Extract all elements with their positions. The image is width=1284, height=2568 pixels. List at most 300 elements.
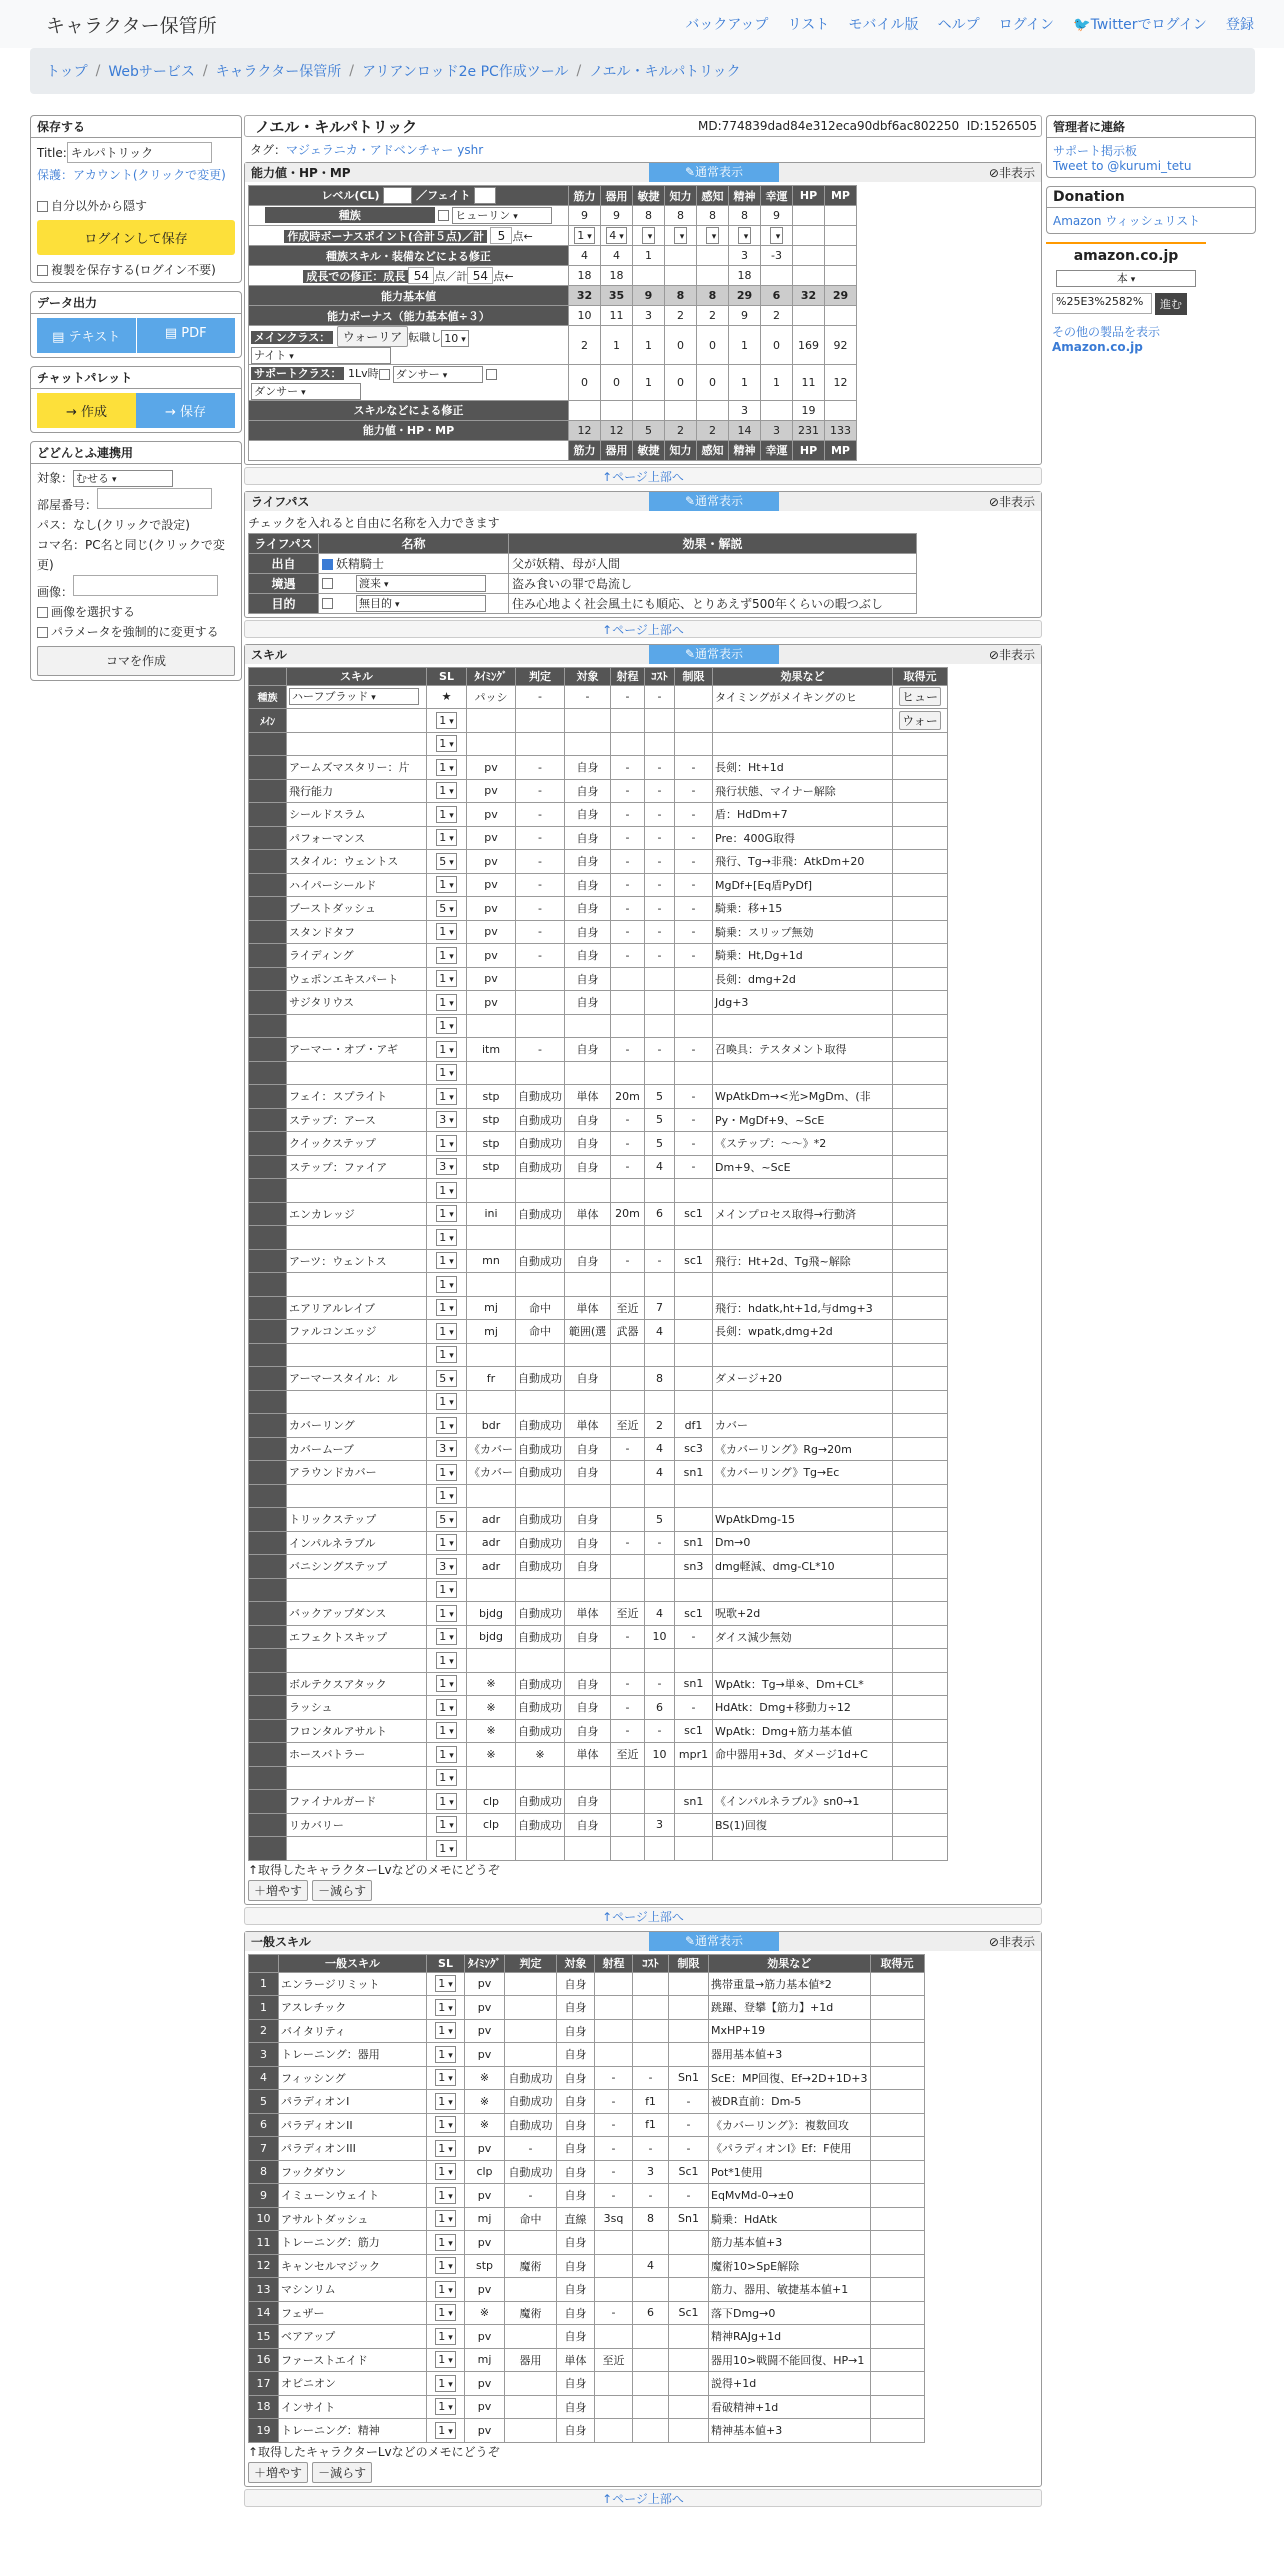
skill-effect[interactable]: [713, 1014, 893, 1038]
skill-cell[interactable]: ini: [467, 1202, 516, 1226]
skill-effect[interactable]: MgDf+[Eq盾PyDf]: [713, 873, 893, 897]
skill-name[interactable]: エフェクトスキップ: [289, 1630, 388, 1644]
skill-cell[interactable]: 自身: [565, 1696, 611, 1720]
skill-cell[interactable]: -: [516, 803, 565, 827]
general-effect[interactable]: MxHP+19: [709, 2019, 871, 2043]
skill-cell[interactable]: 自身: [565, 803, 611, 827]
skill-cell[interactable]: -: [516, 897, 565, 921]
skill-effect[interactable]: 呪歌+2d: [713, 1602, 893, 1626]
amazon-more-link[interactable]: その他の製品を表示: [1052, 325, 1161, 339]
skill-level-select[interactable]: 1 ▾: [436, 994, 457, 1011]
skill-name[interactable]: ブーストダッシュ: [289, 902, 376, 916]
general-source[interactable]: [870, 2301, 924, 2325]
skill-cell[interactable]: -: [611, 1108, 645, 1132]
growth-a[interactable]: 54: [408, 267, 434, 284]
skill-cell[interactable]: [516, 1343, 565, 1367]
skill-cell[interactable]: 単体: [565, 1085, 611, 1109]
skill-name[interactable]: トリックステップ: [289, 1513, 377, 1527]
skill-cell[interactable]: [645, 1226, 675, 1250]
general-level-select[interactable]: 1 ▾: [435, 2140, 456, 2157]
general-cell[interactable]: -: [595, 2301, 633, 2325]
skill-cell[interactable]: 5: [645, 1085, 675, 1109]
skill-source[interactable]: [893, 1367, 948, 1391]
general-cell[interactable]: -: [669, 2090, 709, 2114]
skill-name[interactable]: スタイル：ウェントス: [289, 855, 399, 869]
skill-cell[interactable]: 範囲(選: [565, 1320, 611, 1344]
general-cell[interactable]: mj: [465, 2207, 505, 2231]
skill-cell[interactable]: ※: [516, 1743, 565, 1767]
skill-cell[interactable]: [645, 1343, 675, 1367]
skill-cell[interactable]: -: [611, 897, 645, 921]
skill-effect[interactable]: Py・MgDf+9、~ScE: [713, 1108, 893, 1132]
general-cell[interactable]: -: [669, 2137, 709, 2161]
general-cell[interactable]: 自身: [557, 2301, 595, 2325]
dup-checkbox[interactable]: [37, 265, 48, 276]
skill-cell[interactable]: -: [611, 920, 645, 944]
skill-cell[interactable]: -: [675, 1625, 713, 1649]
skill-level-select[interactable]: 1 ▾: [436, 876, 457, 893]
general-cell[interactable]: [669, 2325, 709, 2349]
skill-cell[interactable]: 自動成功: [516, 1602, 565, 1626]
general-cell[interactable]: -: [505, 2137, 557, 2161]
general-level-select[interactable]: 1 ▾: [435, 2375, 456, 2392]
skill-cell[interactable]: [611, 1273, 645, 1297]
skill-cell[interactable]: 2: [645, 1414, 675, 1438]
skill-cell[interactable]: sc1: [675, 1719, 713, 1743]
general-cell[interactable]: [505, 2372, 557, 2396]
general-source[interactable]: [870, 2207, 924, 2231]
skill-cell[interactable]: 自動成功: [516, 1625, 565, 1649]
skill-level-select[interactable]: 1 ▾: [436, 1017, 457, 1034]
skill-source[interactable]: [893, 1108, 948, 1132]
skill-cell[interactable]: mj: [467, 1320, 516, 1344]
general-effect[interactable]: Pot*1使用: [709, 2160, 871, 2184]
general-cell[interactable]: [505, 1972, 557, 1996]
skill-source[interactable]: [893, 1578, 948, 1602]
skill-source[interactable]: [893, 1790, 948, 1814]
general-cell[interactable]: [595, 2231, 633, 2255]
skill-cell[interactable]: [675, 1837, 713, 1861]
skill-source[interactable]: [893, 850, 948, 874]
general-level-select[interactable]: 1 ▾: [435, 2187, 456, 2204]
general-skill-name[interactable]: フックダウン: [279, 2160, 427, 2184]
skill-cell[interactable]: [645, 709, 675, 733]
skill-cell[interactable]: pv: [467, 826, 516, 850]
skill-cell[interactable]: sn1: [675, 1672, 713, 1696]
pdf-output-button[interactable]: ▤ PDF: [137, 318, 236, 353]
skill-name[interactable]: バックアップダンス: [289, 1607, 387, 1621]
general-cell[interactable]: pv: [465, 2137, 505, 2161]
skill-cell[interactable]: 至近: [611, 1296, 645, 1320]
skill-cell[interactable]: -: [675, 756, 713, 780]
skill-cell[interactable]: adr: [467, 1508, 516, 1532]
skill-level-select[interactable]: 1 ▾: [436, 923, 457, 940]
general-cell[interactable]: [595, 1972, 633, 1996]
skill-cell[interactable]: 自身: [565, 1249, 611, 1273]
lifepath-checkbox[interactable]: [322, 559, 333, 570]
general-level-select[interactable]: 1 ▾: [435, 2328, 456, 2345]
skill-cell[interactable]: [467, 1061, 516, 1085]
lifepath-mode-button[interactable]: ✎通常表示: [649, 492, 779, 511]
general-effect[interactable]: 《カバーリング》：複数回攻: [709, 2113, 871, 2137]
skill-cell[interactable]: [467, 1484, 516, 1508]
skill-cell[interactable]: -: [675, 920, 713, 944]
general-skill-name[interactable]: トレーニング：筋力: [279, 2231, 427, 2255]
skill-cell[interactable]: [516, 1390, 565, 1414]
skill-cell[interactable]: pv: [467, 850, 516, 874]
general-cell[interactable]: [633, 2348, 669, 2372]
skill-cell[interactable]: [645, 1061, 675, 1085]
skill-cell[interactable]: fr: [467, 1367, 516, 1391]
general-hide-button[interactable]: ⊘非表示: [988, 1934, 1035, 1949]
skill-cell[interactable]: [611, 1766, 645, 1790]
skill-effect[interactable]: Jdg+3: [713, 991, 893, 1015]
skill-cell[interactable]: [611, 1179, 645, 1203]
general-cell[interactable]: 自動成功: [505, 2090, 557, 2114]
skill-source[interactable]: [893, 1766, 948, 1790]
skill-cell[interactable]: [611, 991, 645, 1015]
skill-cell[interactable]: [565, 1390, 611, 1414]
general-cell[interactable]: [595, 1996, 633, 2020]
skill-level-select[interactable]: 1 ▾: [436, 1487, 457, 1504]
bonus-select[interactable]: 4 ▾: [606, 227, 627, 244]
skill-level-select[interactable]: 1 ▾: [436, 1793, 457, 1810]
skill-cell[interactable]: -: [611, 756, 645, 780]
skill-cell[interactable]: [675, 732, 713, 756]
skill-effect[interactable]: WpAtk：Dmg+筋力基本値: [713, 1719, 893, 1743]
general-cell[interactable]: [669, 2395, 709, 2419]
general-cell[interactable]: -: [505, 2184, 557, 2208]
skill-cell[interactable]: 自身: [565, 1108, 611, 1132]
skill-name[interactable]: アラウンドカバー: [289, 1466, 377, 1480]
general-cell[interactable]: [633, 1972, 669, 1996]
skill-cell[interactable]: [675, 1014, 713, 1038]
skill-source[interactable]: [893, 803, 948, 827]
general-source[interactable]: [870, 2137, 924, 2161]
skill-cell[interactable]: [565, 1649, 611, 1673]
skill-cell[interactable]: sn1: [675, 1531, 713, 1555]
general-cell[interactable]: 自身: [557, 2254, 595, 2278]
skill-cell[interactable]: -: [645, 756, 675, 780]
skill-cell[interactable]: -: [611, 873, 645, 897]
skill-source[interactable]: [893, 1202, 948, 1226]
general-cell[interactable]: -: [595, 2113, 633, 2137]
skill-source[interactable]: [893, 1014, 948, 1038]
skill-cell[interactable]: 20m: [611, 1202, 645, 1226]
general-cell[interactable]: [633, 2019, 669, 2043]
general-cell[interactable]: mj: [465, 2348, 505, 2372]
skill-cell[interactable]: [675, 1343, 713, 1367]
general-cell[interactable]: 至近: [595, 2348, 633, 2372]
general-level-select[interactable]: 1 ▾: [435, 2116, 456, 2133]
lifepath-checkbox[interactable]: [322, 598, 333, 609]
general-cell[interactable]: 自身: [557, 2113, 595, 2137]
skill-cell[interactable]: -: [516, 873, 565, 897]
skill-cell[interactable]: 自動成功: [516, 1108, 565, 1132]
skill-name[interactable]: エンカレッジ: [289, 1207, 355, 1221]
general-cell[interactable]: 自身: [557, 1996, 595, 2020]
skill-cell[interactable]: -: [611, 1155, 645, 1179]
general-level-select[interactable]: 1 ▾: [435, 2398, 456, 2415]
general-cell[interactable]: [595, 2372, 633, 2396]
skill-cell[interactable]: [516, 1837, 565, 1861]
general-cell[interactable]: 命中: [505, 2207, 557, 2231]
skill-source[interactable]: [893, 967, 948, 991]
sub-class-b[interactable]: ダンサー ▾: [251, 383, 361, 400]
skill-cell[interactable]: 《カバー: [467, 1437, 516, 1461]
skill-name-select[interactable]: ハーフブラッド ▾: [289, 688, 419, 705]
nav-register[interactable]: 登録: [1226, 17, 1254, 33]
skill-effect[interactable]: [713, 1484, 893, 1508]
skill-cell[interactable]: [565, 1766, 611, 1790]
skill-level-select[interactable]: 1 ▾: [436, 1534, 457, 1551]
skill-cell[interactable]: 自動成功: [516, 1672, 565, 1696]
skill-cell[interactable]: -: [675, 826, 713, 850]
skill-cell[interactable]: -: [611, 1696, 645, 1720]
skill-cell[interactable]: -: [611, 1719, 645, 1743]
skill-cell[interactable]: [516, 1061, 565, 1085]
skill-effect[interactable]: 盾：HdDm+7: [713, 803, 893, 827]
general-cell[interactable]: [595, 2043, 633, 2067]
general-cell[interactable]: 自身: [557, 2019, 595, 2043]
general-cell[interactable]: [633, 1996, 669, 2020]
general-source[interactable]: [870, 2254, 924, 2278]
skill-source[interactable]: [893, 1343, 948, 1367]
skill-cell[interactable]: sc1: [675, 1602, 713, 1626]
skill-name[interactable]: ステップ：ファイア: [289, 1160, 388, 1174]
general-effect[interactable]: 筋力、器用、敏捷基本値+1: [709, 2278, 871, 2302]
nav-twitter-login[interactable]: 🐦Twitterでログイン: [1073, 17, 1207, 33]
skill-cell[interactable]: sn1: [675, 1790, 713, 1814]
skill-name[interactable]: フロンタルアサルト: [289, 1724, 388, 1738]
general-cell[interactable]: -: [669, 2184, 709, 2208]
skill-level-select[interactable]: 1 ▾: [436, 1628, 457, 1645]
skill-cell[interactable]: -: [611, 826, 645, 850]
skill-level-select[interactable]: 1 ▾: [436, 1769, 457, 1786]
general-cell[interactable]: -: [633, 2137, 669, 2161]
general-skill-name[interactable]: パラディオンIII: [279, 2137, 427, 2161]
general-cell[interactable]: [595, 2419, 633, 2443]
general-source[interactable]: [870, 1972, 924, 1996]
skill-level-select[interactable]: 1 ▾: [436, 1699, 457, 1716]
general-cell[interactable]: pv: [465, 2325, 505, 2349]
skill-cell[interactable]: 自身: [565, 1719, 611, 1743]
skill-name[interactable]: ハイパーシールド: [289, 878, 377, 892]
skill-cell[interactable]: pv: [467, 779, 516, 803]
skill-cell[interactable]: 自身: [565, 920, 611, 944]
skill-cell[interactable]: 自動成功: [516, 1155, 565, 1179]
skill-cell[interactable]: [565, 732, 611, 756]
skill-name[interactable]: パフォーマンス: [289, 831, 366, 845]
skill-cell[interactable]: 4: [645, 1155, 675, 1179]
skill-cell[interactable]: [645, 1179, 675, 1203]
skill-cell[interactable]: [675, 1296, 713, 1320]
skill-cell[interactable]: stp: [467, 1108, 516, 1132]
general-effect[interactable]: 魔術10>SpE解除: [709, 2254, 871, 2278]
general-cell[interactable]: -: [633, 2066, 669, 2090]
general-cell[interactable]: -: [595, 2137, 633, 2161]
lifepath-name[interactable]: 妖精騎士: [336, 556, 385, 571]
skill-cell[interactable]: 自動成功: [516, 1249, 565, 1273]
breadcrumb-top[interactable]: トップ: [46, 64, 88, 80]
general-source[interactable]: [870, 2090, 924, 2114]
page-top-link[interactable]: ↑ページ上部へ: [244, 467, 1042, 485]
general-skill-name[interactable]: キャンセルマジック: [279, 2254, 427, 2278]
skill-cell[interactable]: [467, 1390, 516, 1414]
skill-source[interactable]: [893, 1719, 948, 1743]
protect-link[interactable]: 保護：アカウント(クリックで変更): [37, 168, 226, 182]
skill-source[interactable]: [893, 1320, 948, 1344]
skills-hide-button[interactable]: ⊘非表示: [988, 647, 1035, 662]
general-skill-name[interactable]: フィッシング: [279, 2066, 427, 2090]
skill-cell[interactable]: [516, 1014, 565, 1038]
skill-cell[interactable]: 自身: [565, 1155, 611, 1179]
skill-name[interactable]: シールドスラム: [289, 808, 366, 822]
skill-level-select[interactable]: 1 ▾: [436, 735, 457, 752]
sub-checkbox-b[interactable]: [486, 369, 497, 380]
skill-effect[interactable]: ダイス減少無効: [713, 1625, 893, 1649]
skill-cell[interactable]: [611, 732, 645, 756]
fate-select[interactable]: 5 ▾: [474, 187, 495, 204]
bonus-select[interactable]: [642, 227, 656, 244]
sub-class-a[interactable]: ダンサー ▾: [393, 366, 483, 383]
skill-effect[interactable]: [713, 1226, 893, 1250]
skill-cell[interactable]: 武器: [611, 1320, 645, 1344]
skill-cell[interactable]: [565, 1179, 611, 1203]
general-cell[interactable]: [633, 2419, 669, 2443]
skill-cell[interactable]: -: [611, 850, 645, 874]
skill-cell[interactable]: 4: [645, 1437, 675, 1461]
general-cell[interactable]: [669, 2254, 709, 2278]
general-cell[interactable]: f1: [633, 2113, 669, 2137]
skill-cell[interactable]: ※: [467, 1743, 516, 1767]
general-cell[interactable]: [669, 2372, 709, 2396]
skill-cell[interactable]: [645, 1790, 675, 1814]
skill-cell[interactable]: -: [645, 1531, 675, 1555]
skill-cell[interactable]: 単体: [565, 1202, 611, 1226]
skill-cell[interactable]: ※: [467, 1719, 516, 1743]
general-cell[interactable]: [633, 2231, 669, 2255]
skill-cell[interactable]: [565, 1061, 611, 1085]
skill-source[interactable]: [893, 1743, 948, 1767]
general-source[interactable]: [870, 2231, 924, 2255]
skill-level-select[interactable]: 1 ▾: [436, 1464, 457, 1481]
skill-cell[interactable]: [611, 1790, 645, 1814]
skill-name[interactable]: エアリアルレイブ: [289, 1301, 375, 1315]
skill-name[interactable]: ボルテクスアタック: [289, 1677, 387, 1691]
skill-cell[interactable]: -: [645, 1672, 675, 1696]
skill-cell[interactable]: stp: [467, 1132, 516, 1156]
skill-cell[interactable]: [611, 1578, 645, 1602]
skill-cell[interactable]: 8: [645, 1367, 675, 1391]
skill-cell[interactable]: adr: [467, 1531, 516, 1555]
skill-source[interactable]: [893, 1837, 948, 1861]
general-cell[interactable]: Sc1: [669, 2301, 709, 2325]
skill-cell[interactable]: -: [611, 779, 645, 803]
skill-cell[interactable]: [611, 1555, 645, 1579]
skill-level-select[interactable]: 1 ▾: [436, 1581, 457, 1598]
skill-cell[interactable]: -: [611, 803, 645, 827]
skill-effect[interactable]: Dm→0: [713, 1531, 893, 1555]
skill-source[interactable]: [893, 1226, 948, 1250]
general-cell[interactable]: -: [633, 2184, 669, 2208]
skill-cell[interactable]: 4: [645, 1602, 675, 1626]
skill-level-select[interactable]: 1 ▾: [436, 1746, 457, 1763]
skill-cell[interactable]: [516, 732, 565, 756]
skill-cell[interactable]: 自身: [565, 873, 611, 897]
image-input[interactable]: [73, 575, 218, 596]
general-source[interactable]: [870, 2113, 924, 2137]
skill-cell[interactable]: 自動成功: [516, 1555, 565, 1579]
skill-cell[interactable]: 7: [645, 1296, 675, 1320]
skill-source[interactable]: [893, 944, 948, 968]
general-skill-name[interactable]: バイタリティ: [279, 2019, 427, 2043]
skill-cell[interactable]: [611, 1649, 645, 1673]
general-cell[interactable]: 8: [633, 2207, 669, 2231]
tag-link[interactable]: マジェラニカ・アドベンチャー yshr: [286, 143, 484, 157]
skill-cell[interactable]: [675, 709, 713, 733]
skill-cell[interactable]: [467, 709, 516, 733]
skill-name[interactable]: アーツ：ウェントス: [289, 1254, 387, 1268]
general-cell[interactable]: [633, 2395, 669, 2419]
general-source[interactable]: [870, 2066, 924, 2090]
skill-cell[interactable]: [675, 1813, 713, 1837]
skill-cell[interactable]: -: [675, 1696, 713, 1720]
skill-cell[interactable]: [467, 1179, 516, 1203]
skill-effect[interactable]: 飛行：hdatk,ht+1d,与dmg+3: [713, 1296, 893, 1320]
skill-cell[interactable]: [516, 1649, 565, 1673]
skill-cell[interactable]: pv: [467, 873, 516, 897]
skill-cell[interactable]: -: [675, 1132, 713, 1156]
skill-cell[interactable]: 5: [645, 1508, 675, 1532]
skill-cell[interactable]: -: [516, 826, 565, 850]
general-source[interactable]: [870, 2160, 924, 2184]
skill-source[interactable]: [893, 1484, 948, 1508]
skill-cell[interactable]: 6: [645, 1202, 675, 1226]
skill-cell[interactable]: 自動成功: [516, 1531, 565, 1555]
general-cell[interactable]: [595, 2395, 633, 2419]
general-skill-name[interactable]: パラディオンI: [279, 2090, 427, 2114]
skill-cell[interactable]: [467, 1014, 516, 1038]
skill-name[interactable]: クイックステップ: [289, 1137, 376, 1151]
skill-cell[interactable]: -: [675, 779, 713, 803]
skill-cell[interactable]: [611, 1813, 645, 1837]
skill-level-select[interactable]: 3 ▾: [436, 1558, 457, 1575]
skill-cell[interactable]: 5: [645, 1108, 675, 1132]
general-cell[interactable]: [633, 2372, 669, 2396]
page-top-link[interactable]: ↑ページ上部へ: [244, 2489, 1042, 2507]
general-skill-name[interactable]: ファーストエイド: [279, 2348, 427, 2372]
skill-effect[interactable]: 騎乗：移+15: [713, 897, 893, 921]
general-cell[interactable]: pv: [465, 2019, 505, 2043]
skill-cell[interactable]: [611, 1367, 645, 1391]
general-source[interactable]: [870, 2019, 924, 2043]
general-cell[interactable]: [669, 2348, 709, 2372]
skill-level-select[interactable]: 1 ▾: [436, 1417, 457, 1434]
skill-cell[interactable]: mj: [467, 1296, 516, 1320]
skill-source[interactable]: [893, 756, 948, 780]
skill-level-select[interactable]: 1 ▾: [436, 1605, 457, 1622]
skill-level-select[interactable]: 1 ▾: [436, 1182, 457, 1199]
general-cell[interactable]: pv: [465, 2231, 505, 2255]
skill-cell[interactable]: -: [611, 944, 645, 968]
skill-source[interactable]: ヒュー: [893, 685, 948, 709]
general-cell[interactable]: ※: [465, 2090, 505, 2114]
skill-cell[interactable]: 自身: [565, 1367, 611, 1391]
skill-cell[interactable]: 自動成功: [516, 1790, 565, 1814]
skill-cell[interactable]: -: [516, 756, 565, 780]
skill-name[interactable]: ファイナルガード: [289, 1795, 377, 1809]
